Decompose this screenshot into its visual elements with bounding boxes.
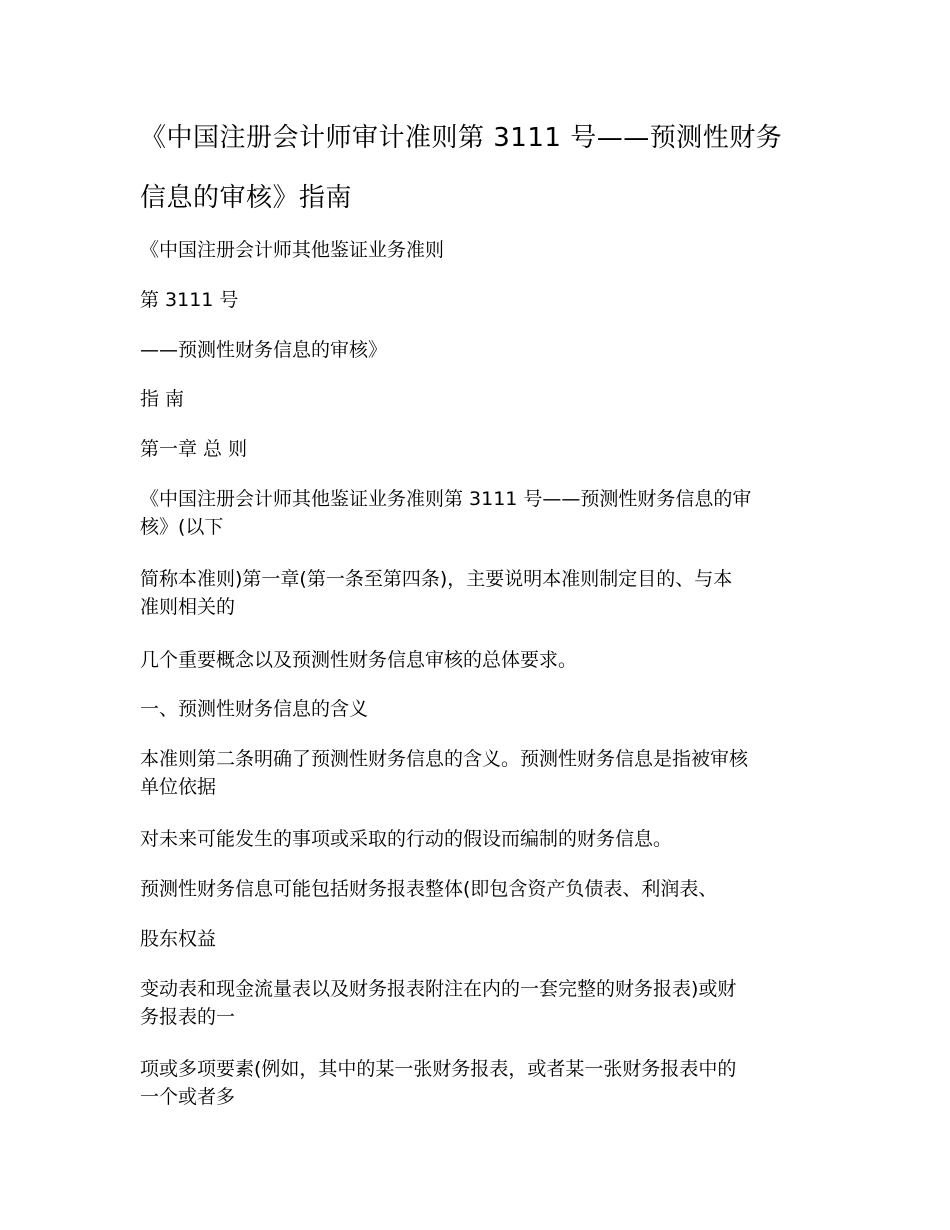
paragraph bbox=[140, 286, 820, 314]
paragraph bbox=[140, 975, 820, 1031]
text-line: 指 南 bbox=[140, 388, 185, 410]
document-title bbox=[140, 108, 820, 228]
section-heading-guide bbox=[140, 385, 820, 413]
text-line: 几个重要概念以及预测性财务信息审核的总体要求。 bbox=[140, 649, 578, 671]
text-line: 预测性财务信息可能包括财务报表整体(即包含资产负债表、利润表、 bbox=[140, 878, 718, 900]
text-line: 第 3111 号 bbox=[140, 289, 239, 311]
paragraph bbox=[140, 236, 820, 264]
text-line: 《中国注册会计师其他鉴证业务准则 bbox=[140, 239, 445, 261]
text-line: 务报表的一 bbox=[140, 1006, 236, 1028]
paragraph bbox=[140, 485, 820, 541]
paragraph bbox=[140, 336, 820, 364]
text-line: 项或多项要素(例如，其中的某一张财务报表，或者某一张财务报表中的 bbox=[140, 1058, 737, 1080]
paragraph bbox=[140, 875, 820, 903]
text-line: 一个或者多 bbox=[140, 1086, 236, 1108]
text-line: 单位依据 bbox=[140, 776, 217, 798]
paragraph bbox=[140, 646, 820, 674]
chapter-heading bbox=[140, 435, 820, 463]
text-line: 《中国注册会计师其他鉴证业务准则第 3111 号——预测性财务信息的审 bbox=[140, 488, 752, 510]
text-line: 简称本准则)第一章(第一条至第四条)，主要说明本准则制定目的、与本 bbox=[140, 568, 733, 590]
text-line: 准则相关的 bbox=[140, 596, 236, 618]
paragraph bbox=[140, 925, 820, 953]
text-line: 本准则第二条明确了预测性财务信息的含义。预测性财务信息是指被审核 bbox=[140, 748, 749, 770]
text-line: ——预测性财务信息的审核》 bbox=[140, 339, 388, 361]
text-line: 一、预测性财务信息的含义 bbox=[140, 698, 369, 720]
text-line: 核》(以下 bbox=[140, 516, 224, 538]
text-line: 对未来可能发生的事项或采取的行动的假设而编制的财务信息。 bbox=[140, 828, 673, 850]
paragraph bbox=[140, 745, 820, 801]
title-line: 《中国注册会计师审计准则第 3111 号——预测性财务 bbox=[140, 123, 783, 153]
paragraph bbox=[140, 825, 820, 853]
text-line: 第一章 总 则 bbox=[140, 438, 248, 460]
paragraph bbox=[140, 1055, 820, 1111]
text-line: 变动表和现金流量表以及财务报表附注在内的一套完整的财务报表)或财 bbox=[140, 978, 737, 1000]
text-line: 股东权益 bbox=[140, 928, 217, 950]
title-line: 信息的审核》指南 bbox=[140, 183, 353, 213]
paragraph bbox=[140, 565, 820, 621]
section-heading bbox=[140, 695, 820, 723]
